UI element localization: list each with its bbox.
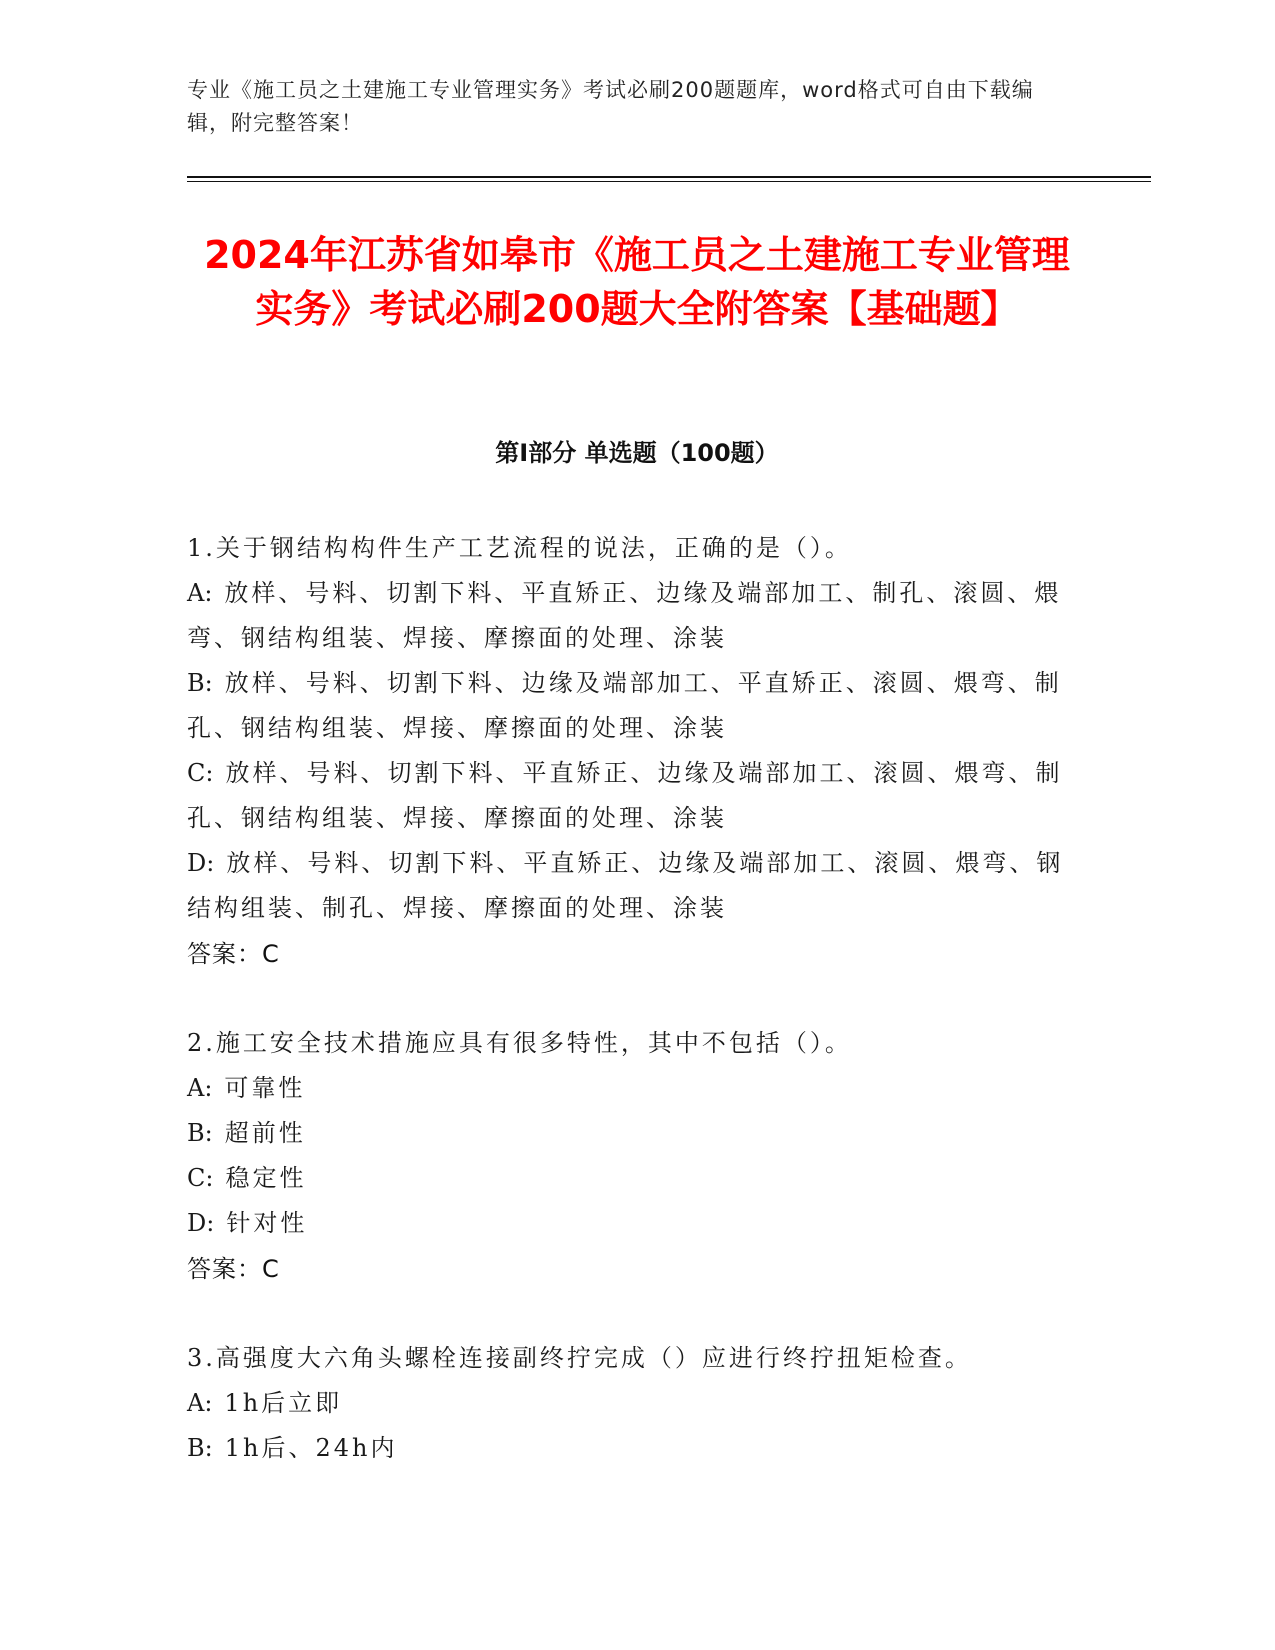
question-stem: 2.施工安全技术措施应具有很多特性，其中不包括（）。 xyxy=(187,1029,852,1057)
option-label: B: xyxy=(187,1119,213,1147)
option-b xyxy=(187,661,1067,751)
question-3 xyxy=(187,1336,1067,1471)
option-a xyxy=(187,571,1067,661)
option-text: 放样、号料、切割下料、平直矫正、边缘及端部加工、滚圆、煨弯、钢结构组装、制孔、焊接、摩擦面的处理、涂装 xyxy=(187,849,1064,922)
option-text: 超前性 xyxy=(224,1119,306,1147)
document-title: 2024年江苏省如皋市《施工员之土建施工专业管理实务》考试必刷200题大全附答案【基础题】 xyxy=(204,233,1070,331)
header-note: 专业《施工员之土建施工专业管理实务》考试必刷200题题库，word格式可自由下载编辑，附完整答案！ xyxy=(187,78,1034,135)
option-label: C: xyxy=(187,1164,214,1192)
question-1 xyxy=(187,526,1067,977)
option-label: B: xyxy=(187,669,213,697)
question-stem: 1.关于钢结构构件生产工艺流程的说法，正确的是（）。 xyxy=(187,534,852,562)
section-title: 第Ⅰ部分 单选题（100题） xyxy=(495,439,779,467)
option-label: A: xyxy=(187,1074,213,1102)
header-rule-thin xyxy=(187,181,1151,182)
option-c xyxy=(187,751,1067,841)
option-d xyxy=(187,1201,1067,1246)
option-b xyxy=(187,1426,1067,1471)
option-text: 放样、号料、切割下料、平直矫正、边缘及端部加工、制孔、滚圆、煨弯、钢结构组装、焊接、摩擦面的处理、涂装 xyxy=(187,579,1062,652)
question-list xyxy=(187,526,1067,1515)
header-rule-thick xyxy=(187,176,1151,178)
option-text: 1h后立即 xyxy=(224,1389,343,1417)
option-b xyxy=(187,1111,1067,1156)
option-text: 放样、号料、切割下料、边缘及端部加工、平直矫正、滚圆、煨弯、制孔、钢结构组装、焊接、摩擦面的处理、涂装 xyxy=(187,669,1062,742)
option-label: B: xyxy=(187,1434,213,1462)
option-text: 稳定性 xyxy=(225,1164,307,1192)
question-stem: 3.高强度大六角头螺栓连接副终拧完成（）应进行终拧扭矩检查。 xyxy=(187,1344,972,1372)
question-2 xyxy=(187,1021,1067,1292)
option-label: A: xyxy=(187,1389,213,1417)
option-label: D: xyxy=(187,849,215,877)
option-c xyxy=(187,1156,1067,1201)
option-label: A: xyxy=(187,579,213,607)
answer: 答案：C xyxy=(187,940,280,968)
option-label: C: xyxy=(187,759,214,787)
option-text: 针对性 xyxy=(226,1209,308,1237)
option-text: 可靠性 xyxy=(224,1074,306,1102)
option-a xyxy=(187,1381,1067,1426)
option-text: 放样、号料、切割下料、平直矫正、边缘及端部加工、滚圆、煨弯、制孔、钢结构组装、焊接、摩擦面的处理、涂装 xyxy=(187,759,1063,832)
option-text: 1h后、24h内 xyxy=(224,1434,398,1462)
option-label: D: xyxy=(187,1209,215,1237)
option-d xyxy=(187,841,1067,931)
option-a xyxy=(187,1066,1067,1111)
answer: 答案：C xyxy=(187,1255,280,1283)
